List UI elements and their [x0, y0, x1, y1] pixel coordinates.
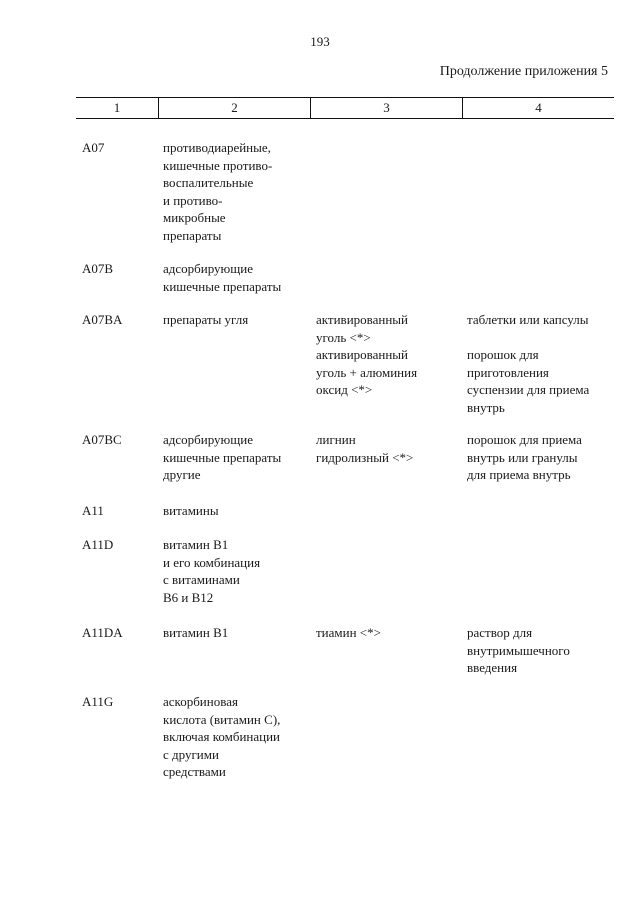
atc-code: A11D: [82, 537, 114, 552]
drug-name: лигнин гидролизный <*>: [316, 432, 414, 465]
atc-code: A07BA: [82, 312, 123, 327]
column-header-3: 3: [310, 98, 462, 118]
dosage-form: порошок для приема внутрь или гранулы для приема внутрь: [467, 432, 582, 482]
atc-code: A07B: [82, 261, 114, 276]
column-header-1: 1: [113, 100, 121, 115]
dosage-form: раствор для внутримышечного введения: [467, 625, 570, 675]
table-header: [76, 97, 614, 119]
group-name: витамины: [163, 503, 219, 518]
page-number: 193: [310, 34, 330, 49]
atc-code: A11: [82, 503, 104, 518]
continuation-title: Продолжение приложения 5: [439, 64, 608, 79]
atc-code: A07: [82, 140, 105, 155]
group-name: противодиарейные, кишечные противо- воспалительные и противо- микробные препараты: [163, 140, 273, 243]
group-name: препараты угля: [163, 312, 249, 327]
column-header-4: 4: [462, 98, 614, 118]
atc-code: A11G: [82, 694, 114, 709]
atc-code: A07BC: [82, 432, 122, 447]
group-name: витамин B1: [163, 625, 229, 640]
group-name: адсорбирующие кишечные препараты другие: [163, 432, 282, 482]
drug-name: тиамин <*>: [316, 625, 381, 640]
dosage-form: таблетки или капсулы порошок для приготовления суспензии для приема внутрь: [467, 312, 590, 415]
group-name: витамин B1 и его комбинация с витаминами B6 и B12: [163, 537, 261, 605]
column-header-2: 2: [158, 98, 310, 118]
group-name: адсорбирующие кишечные препараты: [163, 261, 282, 294]
group-name: аскорбиновая кислота (витамин C), включая комбинации с другими средствами: [163, 694, 281, 779]
drug-name: активированный уголь <*> активированный уголь + алюминия оксид <*>: [316, 312, 418, 397]
atc-code: A11DA: [82, 625, 123, 640]
